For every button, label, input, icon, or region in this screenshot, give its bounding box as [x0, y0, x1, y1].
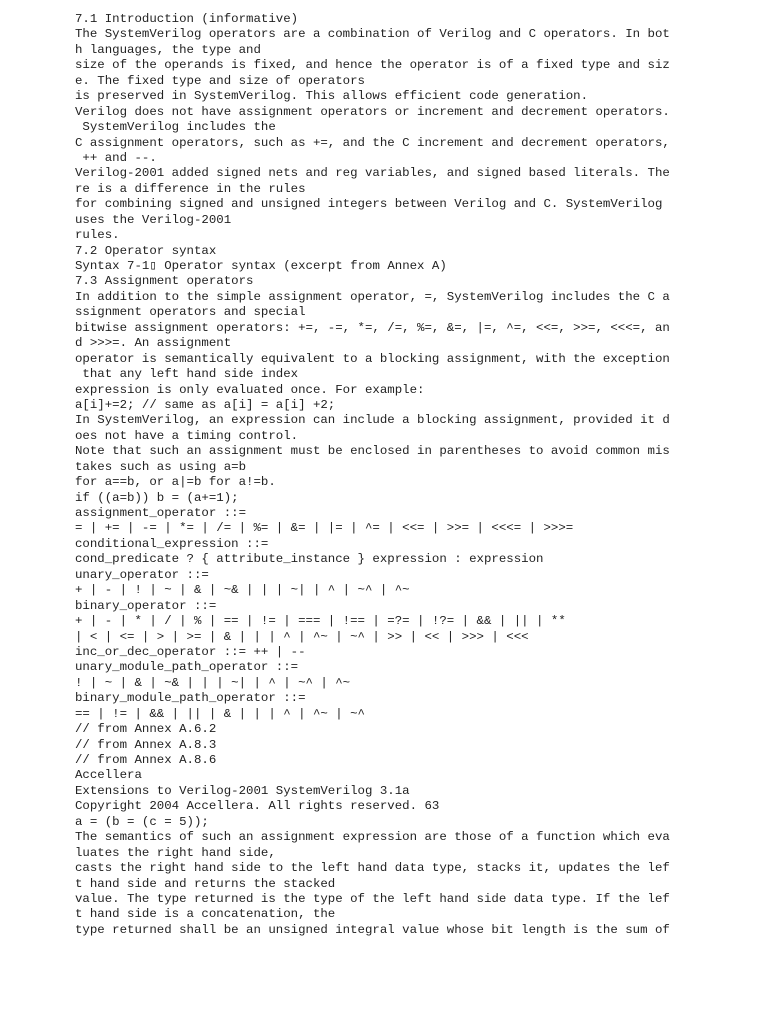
text-line: expression is only evaluated once. For example: — [75, 382, 425, 397]
text-line: a = (b = (c = 5)); — [75, 814, 209, 829]
text-line: unary_operator ::= — [75, 567, 209, 582]
text-line: Accellera — [75, 768, 142, 783]
text-line: re is a difference in the rules — [75, 181, 306, 196]
text-line: Extensions to Verilog-2001 SystemVerilog 3.1a — [75, 783, 410, 798]
text-line: conditional_expression ::= — [75, 536, 269, 551]
text-line: // from Annex A.6.2 — [75, 722, 217, 737]
text-line: The SystemVerilog operators are a combination of Verilog and C operators. In bot — [75, 27, 670, 42]
text-line: uses the Verilog-2001 — [75, 212, 232, 227]
text-line: Verilog does not have assignment operators or increment and decrement operators. — [75, 104, 670, 119]
text-line: = | += | -= | *= | /= | %= | &= | |= | ^= | <<= | >>= | <<<= | >>>= — [75, 521, 574, 536]
text-line: SystemVerilog includes the — [75, 120, 276, 135]
text-line: unary_module_path_operator ::= — [75, 660, 299, 675]
text-line: Syntax 7-1▯ Operator syntax (excerpt from Annex A) — [75, 259, 447, 273]
text-line: is preserved in SystemVerilog. This allows efficient code generation. — [75, 89, 589, 104]
text-line: size of the operands is fixed, and hence the operator is of a fixed type and siz — [75, 58, 670, 73]
text-line: In addition to the simple assignment operator, =, SystemVerilog includes the C a — [75, 289, 670, 304]
text-line: e. The fixed type and size of operators — [75, 73, 365, 88]
text-line: Verilog-2001 added signed nets and reg variables, and signed based literals. The — [75, 166, 670, 181]
text-line: + | - | * | / | % | == | != | === | !== | =?= | !?= | && | || | ** — [75, 614, 566, 629]
text-line: a[i]+=2; // same as a[i] = a[i] +2; — [75, 397, 336, 412]
text-line: C assignment operators, such as +=, and the C increment and decrement operators, — [75, 135, 670, 150]
text-line: bitwise assignment operators: +=, -=, *=, /=, %=, &=, |=, ^=, <<=, >>=, <<<=, an — [75, 320, 670, 335]
text-line: luates the right hand side, — [75, 845, 276, 860]
text-line: for a==b, or a|=b for a!=b. — [75, 475, 276, 490]
text-line: // from Annex A.8.6 — [75, 753, 217, 767]
text-line: takes such as using a=b — [75, 459, 247, 474]
text-line: ssignment operators and special — [75, 305, 306, 320]
document-page — [75, 12, 765, 938]
text-line: t hand side is a concatenation, the — [75, 907, 336, 922]
text-line: + | - | ! | ~ | & | ~& | | | ~| | ^ | ~^ | ^~ — [75, 583, 410, 598]
text-line: d >>>=. An assignment — [75, 336, 232, 351]
text-line: Copyright 2004 Accellera. All rights reserved. 63 — [75, 799, 440, 814]
text-line: inc_or_dec_operator ::= ++ | -- — [75, 644, 306, 659]
text-line: oes not have a timing control. — [75, 428, 299, 443]
text-line: casts the right hand side to the left hand data type, stacks it, updates the lef — [75, 861, 670, 876]
text-line: 7.3 Assignment operators — [75, 274, 254, 289]
text-line: == | != | && | || | & | | | ^ | ^~ | ~^ — [75, 706, 365, 721]
text-line: Note that such an assignment must be enclosed in parentheses to avoid common mis — [75, 444, 670, 459]
text-line: binary_operator ::= — [75, 598, 217, 613]
text-line: 7.1 Introduction (informative) — [75, 12, 299, 26]
text-line: h languages, the type and — [75, 42, 261, 57]
text-line: binary_module_path_operator ::= — [75, 691, 306, 706]
text-line: that any left hand side index — [75, 367, 299, 382]
text-line: for combining signed and unsigned integers between Verilog and C. SystemVerilog — [75, 197, 663, 212]
text-line: rules. — [75, 228, 120, 243]
text-line: cond_predicate ? { attribute_instance } expression : expression — [75, 552, 544, 567]
text-line: In SystemVerilog, an expression can include a blocking assignment, provided it d — [75, 413, 670, 428]
text-line: type returned shall be an unsigned integral value whose bit length is the sum of — [75, 922, 670, 937]
text-line: ++ and --. — [75, 150, 157, 165]
text-line: ! | ~ | & | ~& | | | ~| | ^ | ~^ | ^~ — [75, 675, 351, 690]
text-line: assignment_operator ::= — [75, 506, 247, 520]
text-line: 7.2 Operator syntax — [75, 243, 217, 258]
text-line: // from Annex A.8.3 — [75, 737, 217, 752]
text-line: | < | <= | > | >= | & | | | ^ | ^~ | ~^ | >> | << | >>> | <<< — [75, 629, 529, 644]
text-line: operator is semantically equivalent to a blocking assignment, with the exception — [75, 351, 670, 366]
text-line: value. The type returned is the type of the left hand side data type. If the lef — [75, 891, 670, 906]
text-line: The semantics of such an assignment expression are those of a function which eva — [75, 830, 670, 845]
text-line: t hand side and returns the stacked — [75, 876, 336, 891]
text-line: if ((a=b)) b = (a+=1); — [75, 490, 239, 505]
